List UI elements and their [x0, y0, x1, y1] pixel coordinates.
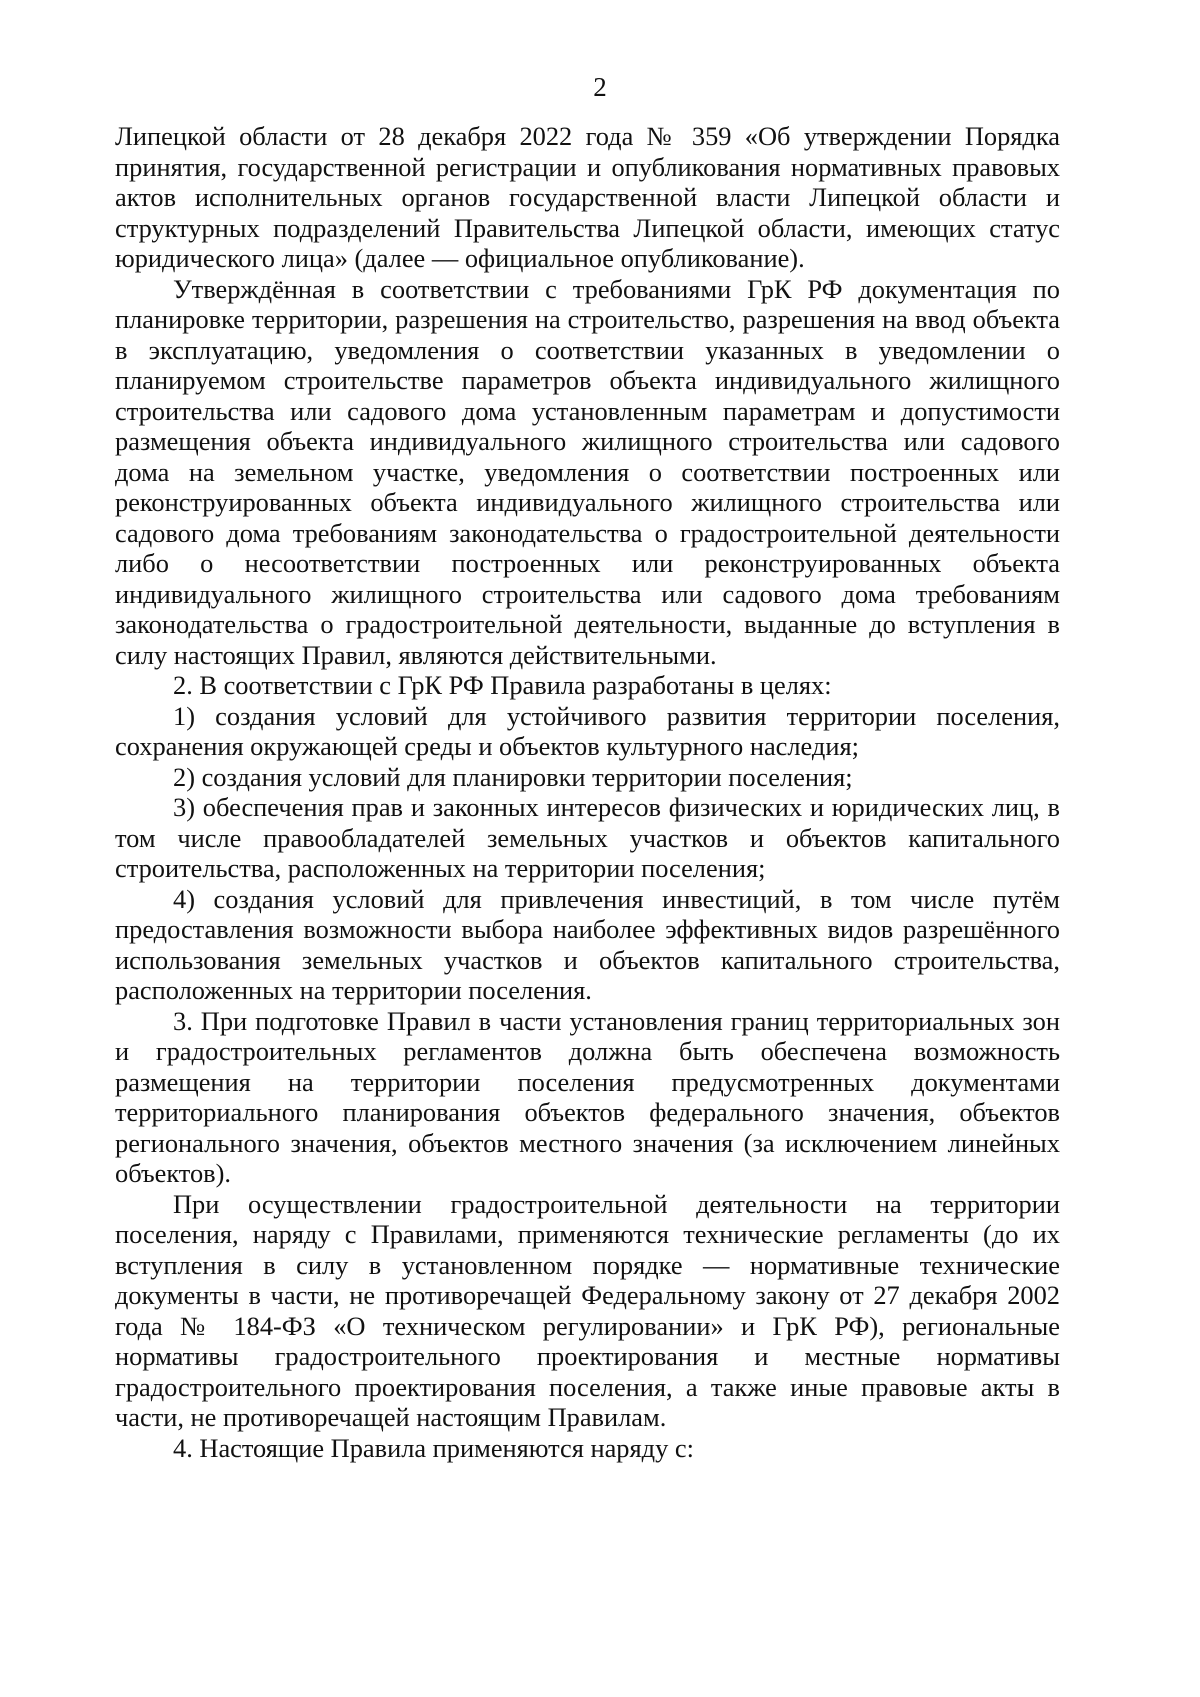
clause-2-item-1: 1) создания условий для устойчивого развития территории поселения, сохранения окружающей среды и объектов культурного наследия;: [115, 700, 1060, 761]
paragraph-continuation: Липецкой области от 28 декабря 2022 года № 359 «Об утверждении Порядка принятия, государственной регистрации и опубликования нормативных правовых актов исполнительных органов государственной власти Липецкой области и структурных подразделений Правительства Липецкой области, имеющих статус юридического лица» (далее — официальное опубликование).: [115, 121, 1060, 273]
clause-2-heading: 2. В соответствии с ГрК РФ Правила разработаны в целях:: [173, 670, 832, 700]
clause-3: 3. При подготовке Правил в части установления границ территориальных зон и градостроительных регламентов должна быть обеспечена возможность размещения на территории поселения предусмотренных документами территориального планирования объектов федерального значения, объектов регионального значения, объектов местного значения (за исключением линейных объектов).: [115, 1005, 1060, 1188]
paragraph-approved-documentation: Утверждённая в соответствии с требованиями ГрК РФ документация по планировке территории, разрешения на строительство, разрешения на ввод объекта в эксплуатацию, уведомления о соответствии указанных в уведомлении о планируемом строительстве параметров объекта индивидуального жилищного строительства или садового дома установленным параметрам и допустимости размещения объекта индивидуального жилищного строительства или садового дома на земельном участке, уведомления о соответствии построенных или реконструированных объекта индивидуального жилищного строительства или садового дома требованиям законодательства о градостроительной деятельности либо о несоответствии построенных или реконструированных объекта индивидуального жилищного строительства или садового дома требованиям законодательства о градостроительной деятельности, выданные до вступления в силу настоящих Правил, являются действительными.: [115, 273, 1060, 670]
clause-4-heading: 4. Настоящие Правила применяются наряду с:: [173, 1432, 694, 1463]
clause-2-item-4: 4) создания условий для привлечения инвестиций, в том числе путём предоставления возможности выбора наиболее эффективных видов разрешённого использования земельных участков и объектов капитального строительства, расположенных на территории поселения.: [115, 883, 1060, 1005]
page-number: 2: [593, 72, 607, 102]
clause-2-item-2: 2) создания условий для планировки территории поселения;: [173, 761, 853, 792]
clause-2-item-3: 3) обеспечения прав и законных интересов физических и юридических лиц, в том числе правообладателей земельных участков и объектов капитального строительства, расположенных на территории поселения;: [115, 792, 1060, 883]
document-body: [115, 121, 1060, 1463]
paragraph-technical-regulations: При осуществлении градостроительной деятельности на территории поселения, наряду с Правилами, применяются технические регламенты (до их вступления в силу в установленном порядке — нормативные технические документы в части, не противоречащей Федеральному закону от 27 декабря 2002 года № 184-ФЗ «О техническом регулировании» и ГрК РФ), региональные нормативы градостроительного проектирования и местные нормативы градостроительного проектирования поселения, а также иные правовые акты в части, не противоречащей настоящим Правилам.: [115, 1188, 1060, 1432]
